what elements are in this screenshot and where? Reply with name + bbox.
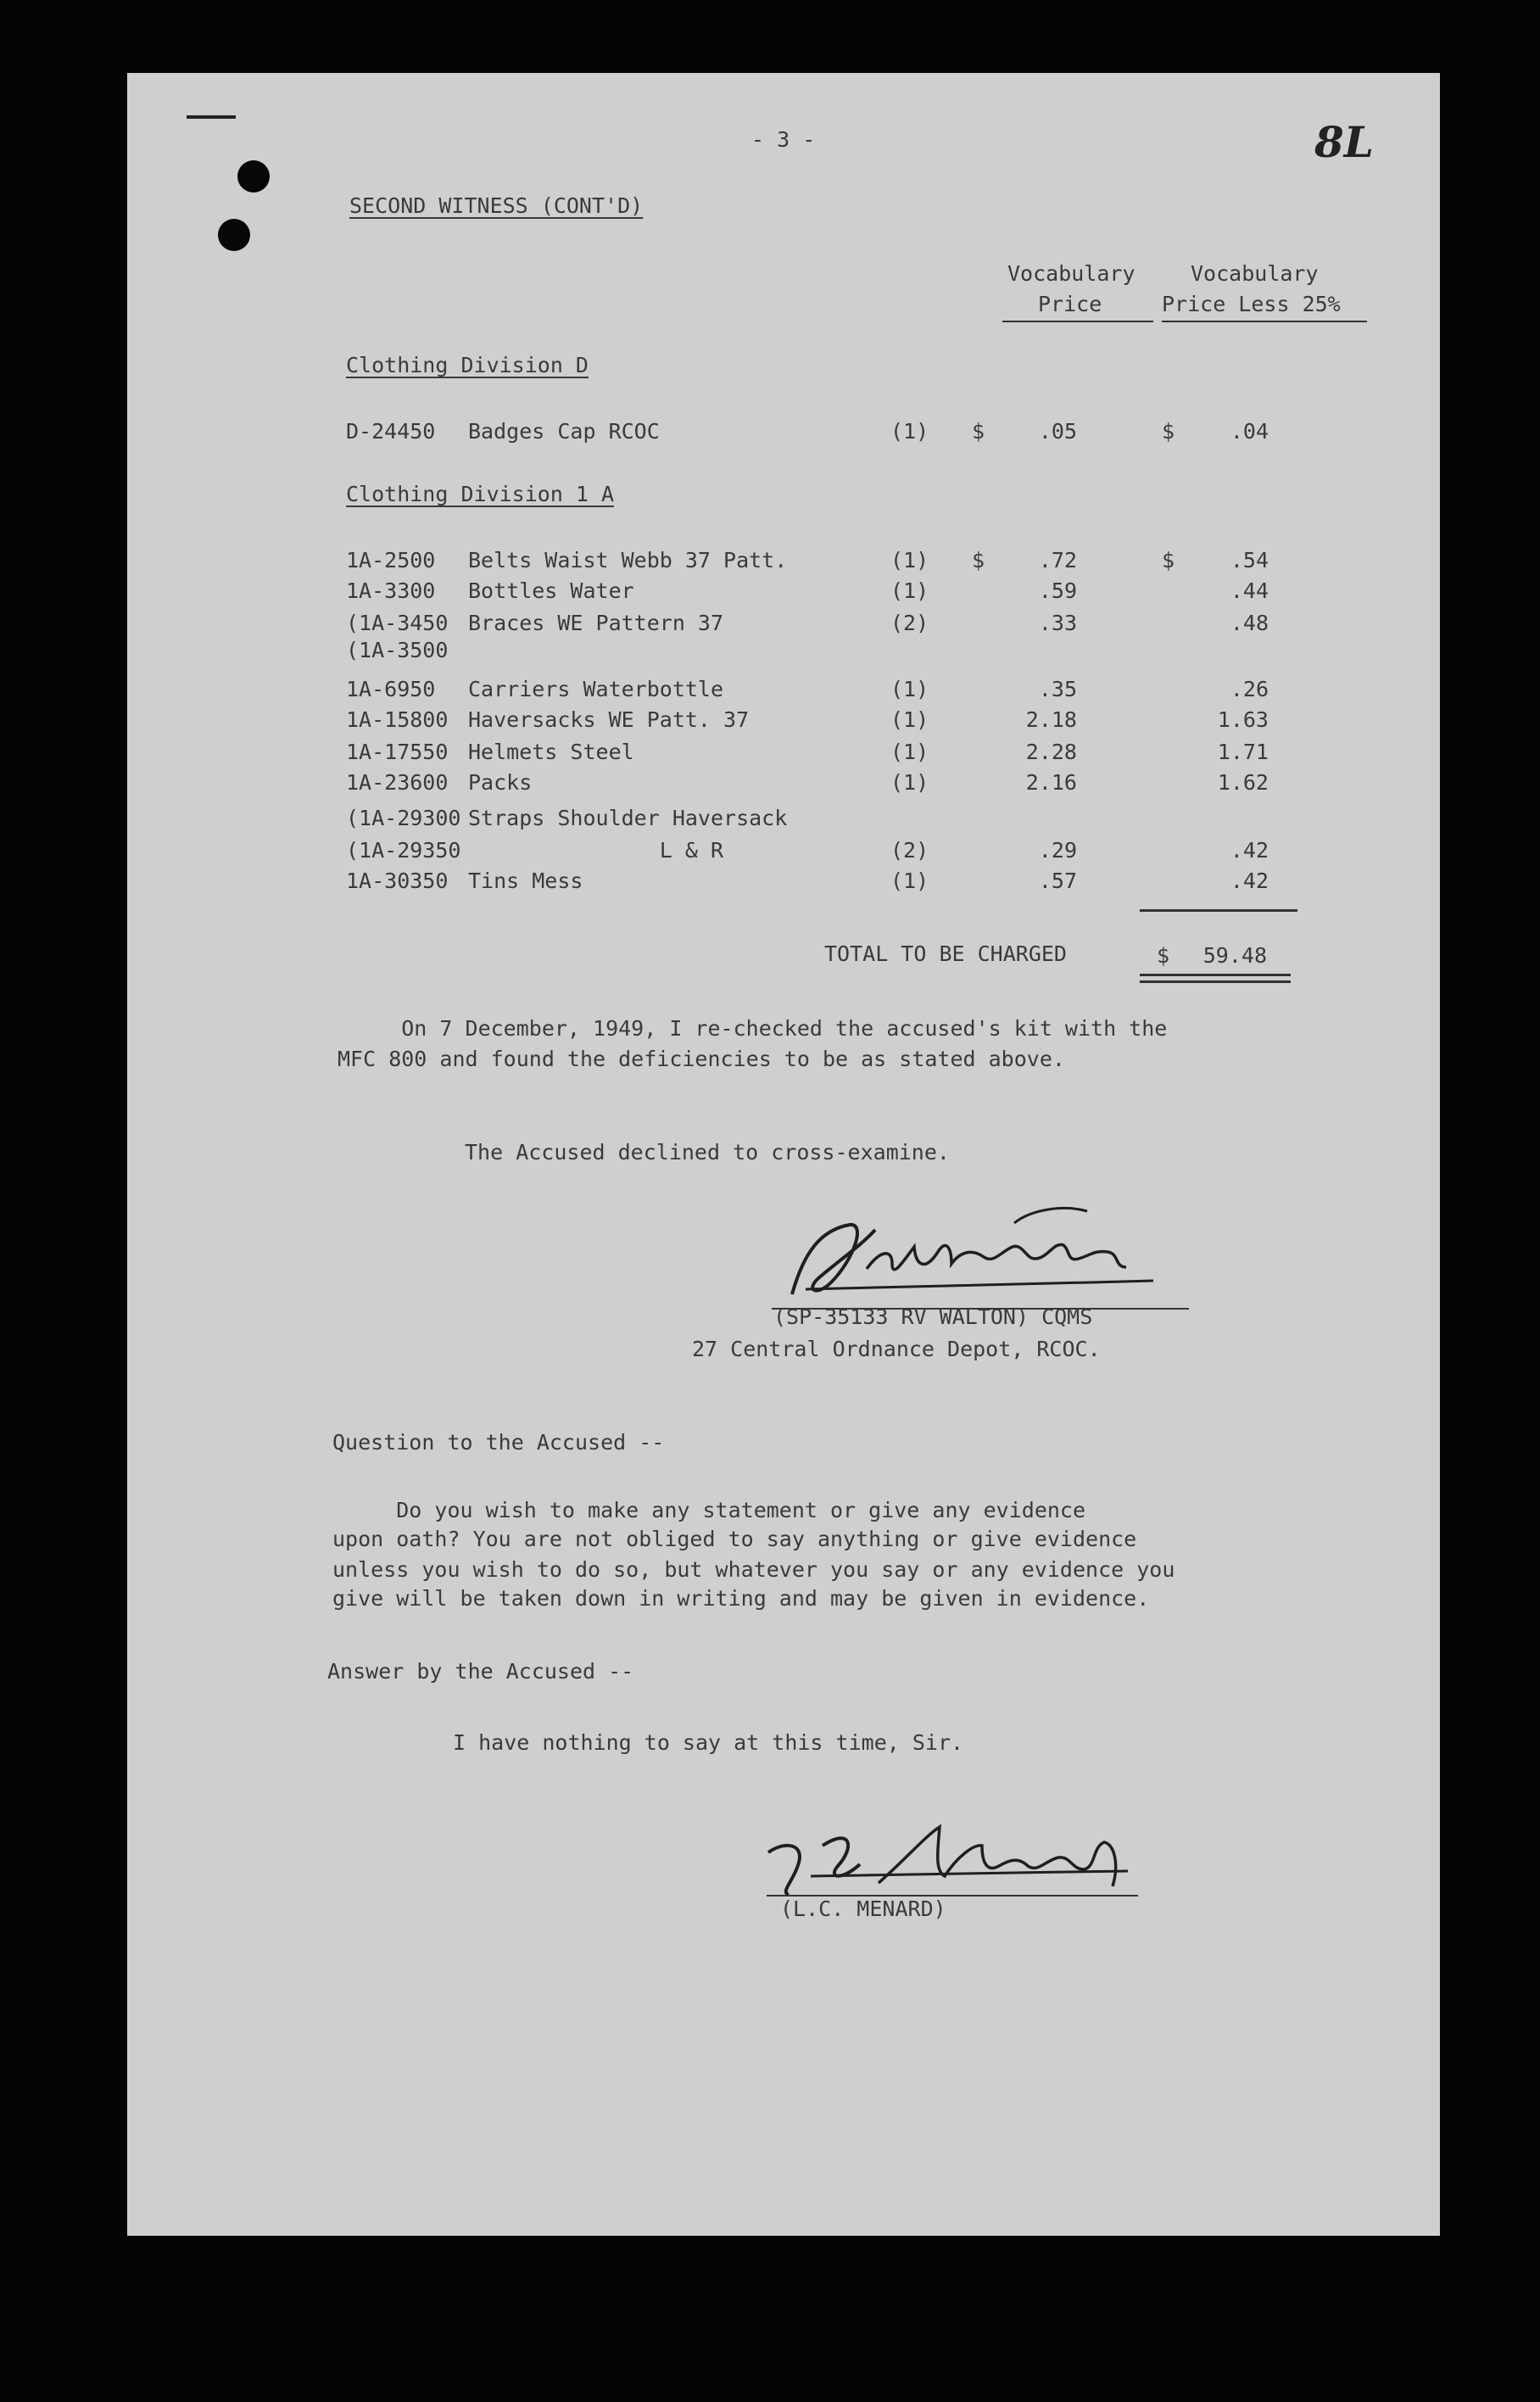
row-price: .57: [1038, 869, 1077, 893]
row-price: 2.16: [1025, 770, 1077, 795]
column-header-price-line2: Price: [1038, 292, 1102, 316]
declined-statement: The Accused declined to cross-examine.: [465, 1140, 950, 1165]
row-code: 1A-23600: [346, 770, 449, 795]
question-line1: Do you wish to make any statement or give any evidence: [332, 1498, 1086, 1522]
row-code: (1A-3450: [346, 611, 449, 635]
row-code: 1A-17550: [346, 740, 449, 764]
walton-unit: 27 Central Ordnance Depot, RCOC.: [692, 1337, 1101, 1361]
recheck-paragraph-line1: On 7 December, 1949, I re-checked the accused's kit with the: [338, 1016, 1168, 1041]
row-code: 1A-3300: [346, 578, 436, 603]
division-d-heading: Clothing Division D: [346, 353, 589, 377]
walton-signature: [772, 1199, 1170, 1311]
row-price: .05: [1038, 419, 1077, 444]
menard-name: (L.C. MENARD): [780, 1896, 946, 1921]
row-description: Tins Mess: [468, 869, 583, 893]
question-line2: upon oath? You are not obliged to say anything or give evidence: [332, 1527, 1137, 1551]
row-description: Helmets Steel: [468, 740, 634, 764]
answer-text: I have nothing to say at this time, Sir.: [453, 1730, 964, 1755]
row-price: 2.18: [1025, 707, 1077, 732]
row-description: Bottles Water: [468, 578, 634, 603]
row-price: 2.28: [1025, 740, 1077, 764]
row-quantity: (1): [890, 548, 929, 573]
row-price: .59: [1038, 578, 1077, 603]
row-quantity: (1): [890, 677, 929, 701]
row-price-less: 1.62: [1217, 770, 1269, 795]
row-price-less: .42: [1230, 838, 1269, 863]
row-description: Badges Cap RCOC: [468, 419, 660, 444]
row-quantity: (2): [890, 838, 929, 863]
row-description: Haversacks WE Patt. 37: [468, 707, 750, 732]
row-description: Braces WE Pattern 37: [468, 611, 724, 635]
row-description: Packs: [468, 770, 533, 795]
subtotal-rule: [1140, 909, 1297, 912]
row-quantity: (1): [890, 419, 929, 444]
row-price-less: 1.63: [1217, 707, 1269, 732]
row-code: 1A-2500: [346, 548, 436, 573]
row-price-currency: $: [972, 548, 985, 573]
column-header-less-line2: Price Less 25%: [1162, 292, 1341, 316]
row-price-currency: $: [972, 419, 985, 444]
question-heading: Question to the Accused --: [332, 1430, 665, 1455]
row-price-less: .54: [1230, 548, 1269, 573]
row-description: Straps Shoulder Haversack: [468, 806, 788, 830]
question-line3: unless you wish to do so, but whatever you say or any evidence you: [332, 1557, 1175, 1582]
margin-mark: [187, 115, 236, 119]
punch-hole-bottom: [218, 219, 250, 251]
answer-heading: Answer by the Accused --: [327, 1659, 634, 1684]
row-code: 1A-6950: [346, 677, 436, 701]
question-line4: give will be taken down in writing and may be given in evidence.: [332, 1586, 1150, 1611]
row-quantity: (1): [890, 578, 929, 603]
row-code: (1A-29350: [346, 838, 461, 863]
row-price-less: .26: [1230, 677, 1269, 701]
row-price: .72: [1038, 548, 1077, 573]
less-header-underline: [1162, 321, 1367, 322]
total-label: TOTAL TO BE CHARGED: [824, 941, 1067, 966]
row-price-less: .42: [1230, 869, 1269, 893]
row-code: (1A-29300: [346, 806, 461, 830]
total-amount: 59.48: [1202, 943, 1267, 968]
row-description: L & R: [468, 838, 724, 863]
total-double-rule-top: [1140, 974, 1291, 976]
row-less-currency: $: [1162, 548, 1175, 573]
row-price: .33: [1038, 611, 1077, 635]
punch-hole-top: [237, 160, 270, 193]
row-price: .29: [1038, 838, 1077, 863]
row-price-less: 1.71: [1217, 740, 1269, 764]
handwritten-folio-number: 8L: [1314, 117, 1374, 167]
row-quantity: (1): [890, 740, 929, 764]
column-header-price-line1: Vocabulary: [1007, 261, 1135, 286]
row-code: D-24450: [346, 419, 436, 444]
recheck-paragraph-line2: MFC 800 and found the deficiencies to be as stated above.: [338, 1047, 1065, 1071]
column-header-less-line1: Vocabulary: [1191, 261, 1319, 286]
row-price-less: .04: [1230, 419, 1269, 444]
total-double-rule-bottom: [1140, 980, 1291, 983]
price-header-underline: [1002, 321, 1153, 322]
row-price: .35: [1038, 677, 1077, 701]
row-quantity: (1): [890, 707, 929, 732]
row-price-less: .44: [1230, 578, 1269, 603]
row-code: 1A-15800: [346, 707, 449, 732]
row-quantity: (2): [890, 611, 929, 635]
division-1a-heading: Clothing Division 1 A: [346, 482, 615, 506]
row-price-less: .48: [1230, 611, 1269, 635]
walton-name: (SP-35133 RV WALTON) CQMS: [773, 1304, 1093, 1329]
page-number: - 3 -: [751, 127, 816, 152]
row-description: Carriers Waterbottle: [468, 677, 724, 701]
row-description: Belts Waist Webb 37 Patt.: [468, 548, 788, 573]
row-quantity: (1): [890, 869, 929, 893]
row-less-currency: $: [1162, 419, 1175, 444]
row-code: (1A-3500: [346, 638, 449, 662]
row-code: 1A-30350: [346, 869, 449, 893]
section-heading: SECOND WITNESS (CONT'D): [349, 193, 644, 218]
row-quantity: (1): [890, 770, 929, 795]
total-currency: $: [1157, 943, 1170, 968]
